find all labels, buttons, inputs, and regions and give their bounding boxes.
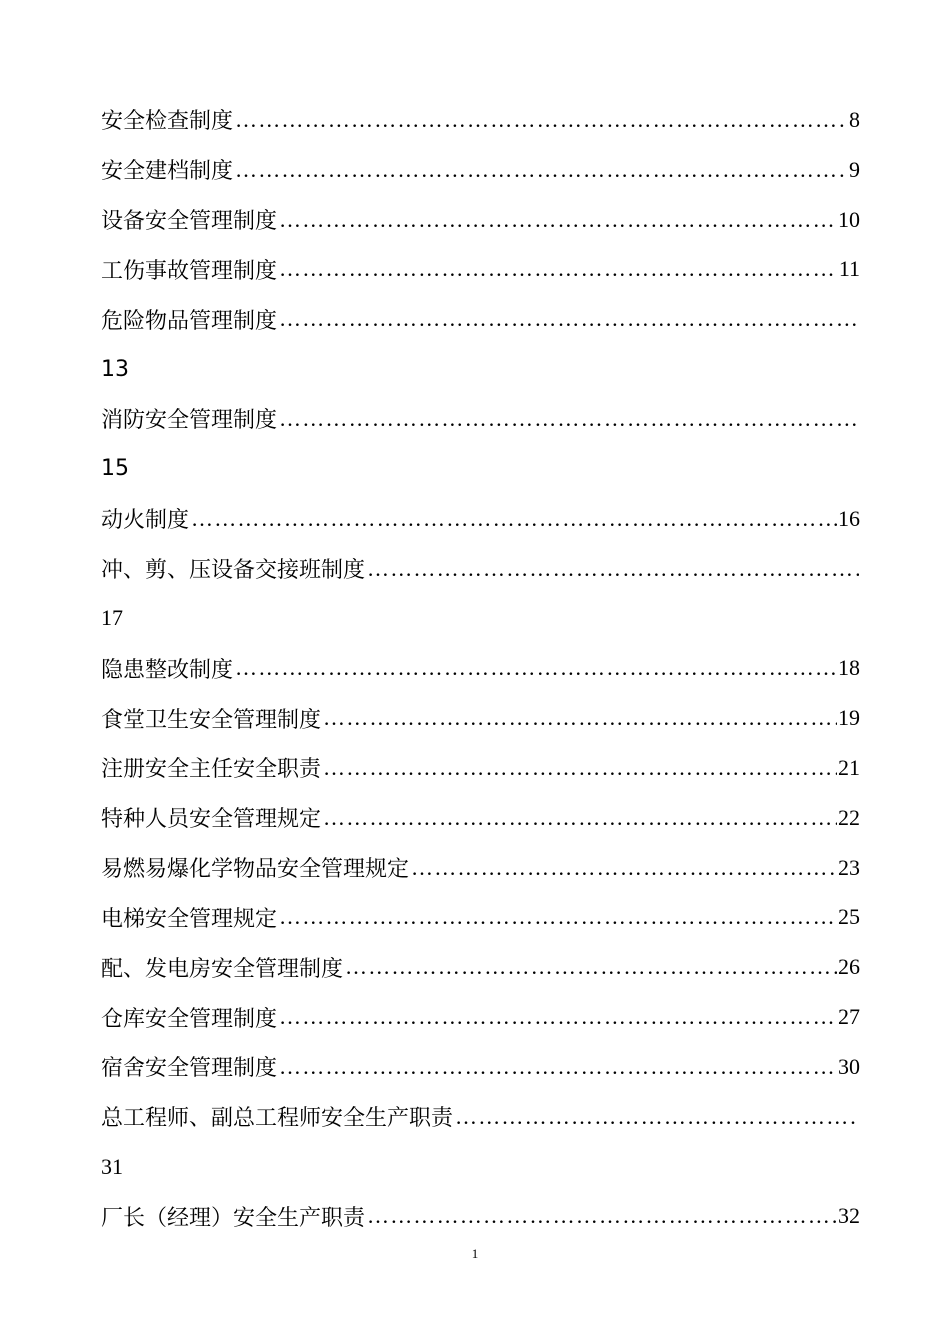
dot-leader xyxy=(279,1004,837,1030)
toc-entry[interactable] xyxy=(101,942,860,992)
toc-entry[interactable] xyxy=(101,294,860,344)
dot-leader xyxy=(279,406,859,432)
dot-leader xyxy=(411,855,837,881)
toc-entry-page: 25 xyxy=(838,904,860,930)
toc-entry[interactable] xyxy=(101,394,860,444)
toc-entry-title: 总工程师、副总工程师安全生产职责 xyxy=(101,1106,454,1132)
toc-entry[interactable] xyxy=(101,1042,860,1092)
toc-entry-page: 8 xyxy=(849,106,860,132)
toc-entry-title: 危险物品管理制度 xyxy=(101,308,278,334)
toc-entry-title: 注册安全主任安全职责 xyxy=(101,757,322,783)
toc-entry-title: 设备安全管理制度 xyxy=(101,209,278,235)
toc-entry-title: 仓库安全管理制度 xyxy=(101,1006,278,1032)
toc-entry[interactable] xyxy=(101,95,860,145)
toc-entry-page-wrapped[interactable] xyxy=(101,1142,860,1192)
toc-entry-page: 18 xyxy=(838,655,860,681)
dot-leader xyxy=(279,306,859,332)
dot-leader xyxy=(279,207,837,233)
toc-entry-title: 厂长（经理）安全生产职责 xyxy=(101,1205,366,1231)
toc-entry[interactable] xyxy=(101,1192,860,1242)
toc-entry[interactable] xyxy=(101,145,860,195)
toc-entry-page: 11 xyxy=(838,256,860,282)
toc-entry-title: 配、发电房安全管理制度 xyxy=(101,956,344,982)
toc-entry-page: 19 xyxy=(838,705,860,731)
dot-leader xyxy=(345,954,837,980)
dot-leader xyxy=(323,805,837,831)
toc-entry[interactable] xyxy=(101,893,860,943)
toc-entry-title: 易燃易爆化学物品安全管理规定 xyxy=(101,857,410,883)
toc-entry-title: 工伤事故管理制度 xyxy=(101,258,278,284)
toc-entry-page: 17 xyxy=(101,605,123,631)
toc-entry[interactable] xyxy=(101,245,860,295)
toc-entry[interactable] xyxy=(101,195,860,245)
toc-entry-title: 特种人员安全管理规定 xyxy=(101,807,322,833)
toc-entry-page: 23 xyxy=(838,854,860,880)
toc-entry-title: 食堂卫生安全管理制度 xyxy=(101,707,322,733)
toc-entry[interactable] xyxy=(101,494,860,544)
toc-entry[interactable] xyxy=(101,643,860,693)
toc-entry-page-wrapped[interactable] xyxy=(101,344,860,394)
toc-entry[interactable] xyxy=(101,544,860,594)
toc-entry-title: 电梯安全管理规定 xyxy=(101,906,278,932)
toc-entry-page: 22 xyxy=(838,804,860,830)
dot-leader xyxy=(279,1054,837,1080)
toc-entry-page: 16 xyxy=(838,505,860,531)
dot-leader xyxy=(235,655,837,681)
dot-leader xyxy=(323,705,837,731)
toc-entry-page: 27 xyxy=(838,1004,860,1030)
toc-entry[interactable] xyxy=(101,793,860,843)
dot-leader xyxy=(279,904,837,930)
dot-leader xyxy=(235,157,848,183)
dot-leader xyxy=(279,256,838,282)
toc-entry[interactable] xyxy=(101,992,860,1042)
dot-leader xyxy=(367,1203,837,1229)
dot-leader xyxy=(455,1104,859,1130)
dot-leader xyxy=(191,506,837,532)
toc-entry-page: 21 xyxy=(838,754,860,780)
dot-leader xyxy=(323,755,837,781)
toc-entry-title: 安全建档制度 xyxy=(101,159,234,185)
toc-entry-title: 安全检查制度 xyxy=(101,109,234,135)
toc-entry[interactable] xyxy=(101,843,860,893)
toc-entry-page: 31 xyxy=(101,1153,123,1179)
toc-entry-title: 动火制度 xyxy=(101,508,190,534)
toc-entry-page-wrapped[interactable] xyxy=(101,593,860,643)
toc-entry-title: 隐患整改制度 xyxy=(101,657,234,683)
toc-entry-page: 32 xyxy=(838,1203,860,1229)
toc-entry-title: 宿舍安全管理制度 xyxy=(101,1056,278,1082)
table-of-contents xyxy=(101,95,860,1241)
toc-entry-page: 10 xyxy=(838,206,860,232)
toc-entry[interactable] xyxy=(101,743,860,793)
toc-entry-title: 冲、剪、压设备交接班制度 xyxy=(101,558,366,584)
toc-entry-page: 30 xyxy=(838,1053,860,1079)
toc-entry-page: 13 xyxy=(101,356,129,382)
toc-entry-page: 15 xyxy=(101,456,129,482)
toc-entry-page-wrapped[interactable] xyxy=(101,444,860,494)
toc-entry-page: 9 xyxy=(849,156,860,182)
toc-entry-title: 消防安全管理制度 xyxy=(101,408,278,434)
dot-leader xyxy=(235,107,848,133)
toc-entry[interactable] xyxy=(101,1092,860,1142)
dot-leader xyxy=(367,556,859,582)
page-number: 1 xyxy=(471,1246,479,1261)
toc-entry-page: 26 xyxy=(838,954,860,980)
toc-entry[interactable] xyxy=(101,693,860,743)
